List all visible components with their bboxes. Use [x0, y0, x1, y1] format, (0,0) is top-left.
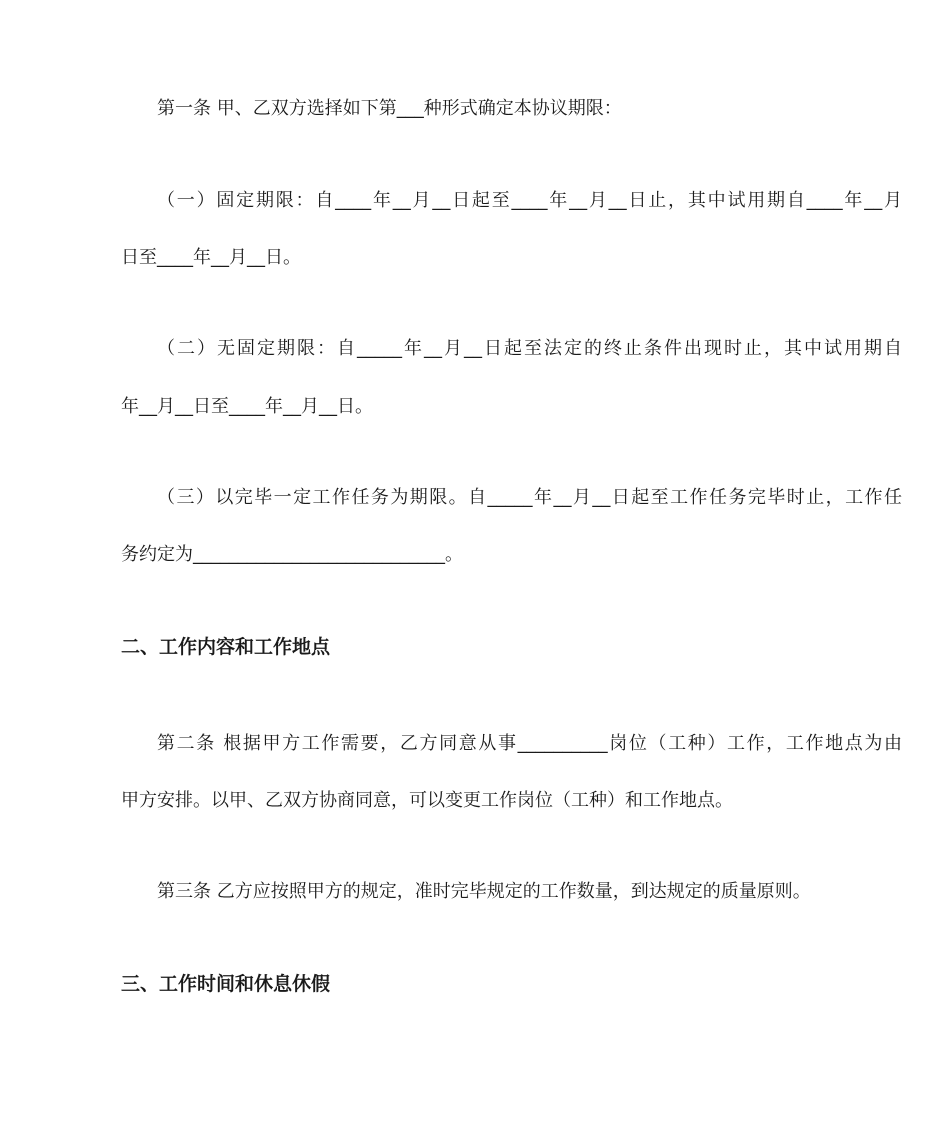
article-2-line-2: 甲方安排。以甲、乙双方协商同意，可以变更工作岗位（工种）和工作地点。 — [121, 790, 733, 811]
option-3-line-1: （三）以完毕一定工作任务为期限。自_____年__月__日起至工作任务完毕时止，工作任 — [157, 487, 902, 508]
article-1-text: 第一条 甲、乙双方选择如下第___种形式确定本协议期限： — [157, 98, 622, 119]
option-1-line-2: 日至____年__月__日。 — [121, 247, 301, 268]
option-1-line-1: （一）固定期限：自____年__月__日起至____年__月__日止，其中试用期自____年__月 — [157, 190, 902, 211]
section-3-heading: 三、工作时间和休息休假 — [121, 973, 331, 995]
option-2-line-1: （二）无固定期限：自_____年__月__日起至法定的终止条件出现时止，其中试用期自 — [157, 338, 902, 359]
article-3-text: 第三条 乙方应按照甲方的规定，准时完毕规定的工作数量，到达规定的质量原则。 — [157, 881, 811, 902]
option-2-line-2: 年__月__日至____年__月__日。 — [121, 396, 373, 417]
section-2-heading: 二、工作内容和工作地点 — [121, 636, 331, 658]
option-3-line-2: 务约定为____________________________。 — [121, 544, 463, 565]
article-2-line-1: 第二条 根据甲方工作需要，乙方同意从事__________岗位（工种）工作，工作地点为由 — [157, 733, 902, 754]
